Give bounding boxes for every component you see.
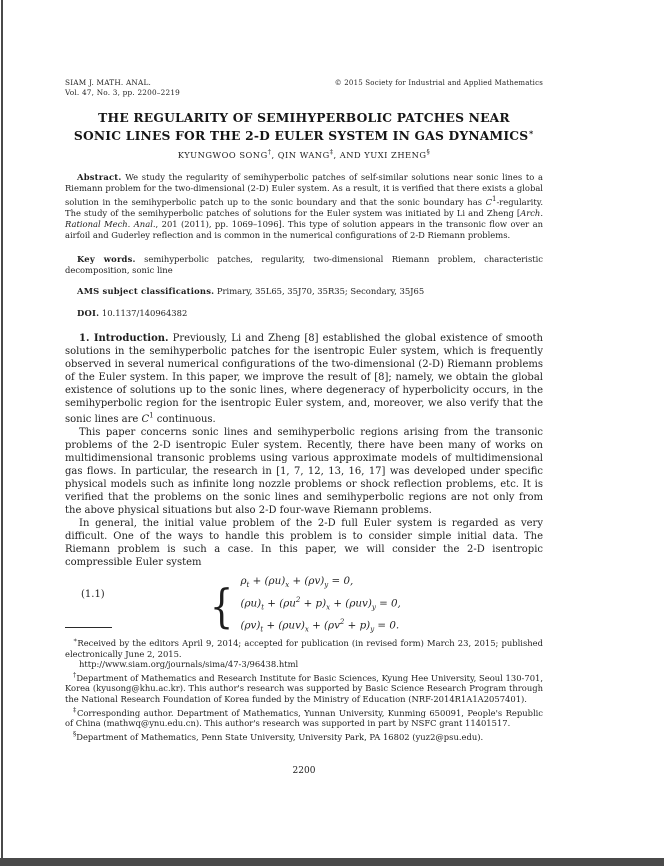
ams-text: Primary, 35L65, 35J70, 35R35; Secondary, 35J65 [216, 286, 425, 296]
journal-volume: Vol. 47, No. 3, pp. 2200–2219 [65, 87, 181, 97]
keywords-section [65, 254, 543, 276]
abstract-label: Abstract. [77, 172, 122, 182]
authors-line: KYUNGWOO SONG†, QIN WANG‡, AND YUXI ZHENG§ [177, 148, 431, 160]
journal-name-volume [65, 78, 180, 97]
paper-title-line2: SONIC LINES FOR THE 2-D EULER SYSTEM IN GAS DYNAMICS∗ [73, 127, 535, 144]
intro-paragraph-3: In general, the initial value problem of the 2-D full Euler system is regarded as very difficult. One of the ways to handle this problem is to consider simple initial data. The Riemann problem is such a case. In this paper, we will consider the 2-D isentropic compressible Euler system [65, 518, 543, 569]
abstract-text: We study the regularity of semihyperbolic patches of self-similar solutions near sonic lines to a Riemann problem for the two-dimensional (2-D) Euler system. As a result, it is verified that there exists a global solution in the semihyperbolic patch up to the sonic boundary and that the sonic boundary has $C^1$-regularity. The study of the semihyperbolic patches of solutions for the Euler system was initiated by Li and Zheng [Arch. Rational Mech. Anal., 201 (2011), pp. 1069–1096]. This type of solution appears in the transonic flow over an airfoil and Guderley reflection and is common in the numerical configurations of 2-D Riemann problems. [65, 172, 543, 240]
equation-line-2: $(\rho u)_t + (\rho u^2 + p)_x + (\rho uv)_y = 0$, [240, 595, 401, 612]
abstract-paragraph [65, 172, 543, 241]
abstract-section [65, 172, 543, 241]
running-head [65, 78, 543, 97]
footnote-rule [65, 627, 112, 628]
keywords-text: semihyperbolic patches, regularity, two-dimensional Riemann problem, characteristic decomposition, sonic line [65, 254, 543, 275]
footnote-url: http://www.siam.org/journals/sima/47-3/96438.html [79, 659, 299, 670]
footnote-received: ∗Received by the editors April 9, 2014; accepted for publication (in revised form) March 23, 2015; published electronically June 2, 2015. [65, 636, 543, 659]
footnotes-section [65, 635, 543, 743]
journal-name: SIAM J. MATH. ANAL. [65, 78, 152, 87]
doi-paragraph [65, 308, 543, 319]
page-number: 2200 [292, 766, 316, 776]
ams-label: AMS subject classifications. [77, 286, 215, 296]
intro-paragraph-2: This paper concerns sonic lines and semihyperbolic regions arising from the transonic problems of the 2-D isentropic Euler system. Recently, there have been many of works on multidimensional transonic problems using various approximate models of multidimensional gas flows. In particular, the research in [1, 7, 12, 13, 16, 17] was developed under specific physical models such as infinite long nozzle problems or shock reflection problems, etc. It is verified that the problems on the sonic lines and semihyperbolic regions are not only from the above physical situations but also 2-D four-wave Riemann problems. [65, 427, 543, 517]
doi-text: 10.1137/140964382 [101, 308, 188, 318]
ams-paragraph [65, 286, 543, 297]
intro-paragraph-1 [65, 332, 543, 426]
ams-section [65, 286, 543, 297]
page-left-edge [1, 0, 3, 858]
paper-title-line1: THE REGULARITY OF SEMIHYPERBOLIC PATCHES NEAR [98, 110, 510, 125]
footnote-author-ddagger: ‡Corresponding author. Department of Mathematics, Yunnan University, Kunming 650091, People's Republic of China (mathwq@ynu.edu.cn). This author's research was supported in part by NSFC grant 11401517. [65, 705, 543, 729]
equation-line-3: $(\rho v)_t + (\rho uv)_x + (\rho v^2 + p)_y = 0$. [240, 617, 400, 634]
left-brace: { [210, 578, 234, 633]
equation-lines [240, 574, 400, 636]
intro-paragraph-1-text: Previously, Li and Zheng [8] established the global existence of smooth solutions in the semihyperbolic patches for the isentropic Euler system, which is frequently observed in several numerical configurations of the two-dimensional (2-D) Riemann problems of the Euler system. In this paper, we improve the result of [8]; namely, we obtain the global existence of solutions up to the sonic lines, where degeneracy of hyperbolicity occurs, in the semihyperbolic region for the isentropic Euler system, and, moreover, we also verify that the sonic lines are $C^1$ continuous. [65, 333, 543, 426]
footnote-author-dagger: †Department of Mathematics and Research Institute for Basic Sciences, Kyung Hee University, Seoul 130-701, Korea (kyusong@khu.ac.kr). This author's research was supported by Basic Science Research Program through the National Research Foundation of Korea funded by the Ministry of Education (NRF-2014R1A1A2057401). [65, 670, 544, 705]
doi-section [65, 308, 543, 319]
footnote-author-section: §Department of Mathematics, Penn State University, University Park, PA 16802 (yuz2@psu.edu). [73, 730, 484, 742]
copyright-notice: © 2015 Society for Industrial and Applied Mathematics [334, 79, 543, 87]
keywords-paragraph [65, 254, 543, 276]
equation-number: (1.1) [81, 589, 105, 601]
page-bottom-edge [0, 858, 664, 866]
keywords-label: Key words. [77, 254, 136, 264]
equation-line-1: $\rho_t + (\rho u)_x + (\rho v)_y = 0$, [240, 575, 354, 590]
equation-system [207, 574, 401, 636]
intro-heading: 1. Introduction. [79, 333, 169, 344]
doi-label: DOI. [77, 308, 100, 318]
equation-1-1 [65, 574, 543, 636]
paper-title [65, 110, 543, 143]
introduction-section [65, 332, 543, 637]
